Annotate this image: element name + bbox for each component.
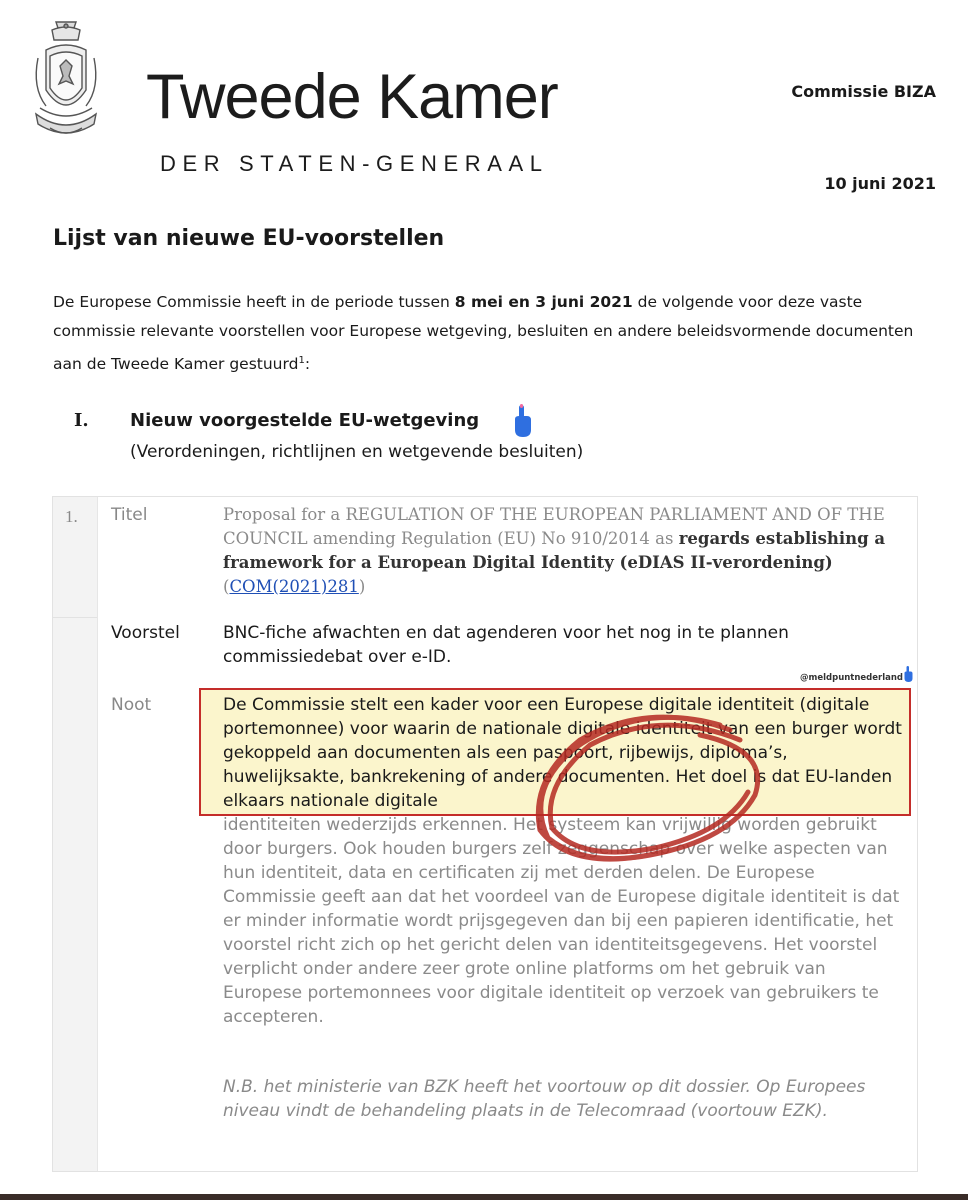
titel-plain-text: Proposal for a REGULATION OF THE EUROPEAN PARLIAMENT AND OF THE COUNCIL amending Regulation (EU) No 910/2014 as	[223, 505, 885, 548]
item-number: 1.	[65, 507, 78, 526]
noot-body-text: identiteiten wederzijds erkennen. Het systeem kan vrijwillig worden gebruikt door burgers. Ook houden burgers zelf zeggenschap over welke aspecten van hun identiteit, data en certificaten zij met derden delen. De Europese Commissie geeft aan dat het voordeel van de Europese digitale identiteit is dat er minder informatie wordt prijsgegeven dan bij een papieren identificatie, het voorstel richt zich op het gericht delen van identiteitsgegevens. Het voorstel verplicht onder andere zeer grote online platforms om het gebruik van Europese portemonnees voor digitale identiteit op verzoek van gebruikers te accepteren.	[223, 815, 900, 1027]
titel-value	[223, 503, 903, 599]
document-title: Lijst van nieuwe EU-voorstellen	[53, 226, 445, 251]
row-divider	[53, 617, 97, 618]
intro-text-1: De Europese Commissie heeft in de periode tussen	[53, 293, 455, 311]
noot-footnote-text: N.B. het ministerie van BZK heeft het voortouw op dit dossier. Op Europees niveau vindt de behandeling plaats in de Telecomraad (voortouw EZK).	[223, 1077, 866, 1121]
section-number: I.	[74, 410, 89, 431]
document-date: 10 juni 2021	[824, 174, 936, 193]
intro-end: :	[304, 355, 311, 374]
titel-bold-text: regards establishing a framework for a European Digital Identity (eDIAS II-verordening)	[223, 529, 886, 572]
section-heading: Nieuw voorgestelde EU-wetgeving	[130, 410, 480, 431]
link-close-paren: )	[358, 577, 366, 596]
link-open-paren: (	[223, 577, 230, 596]
crest-icon	[30, 18, 102, 146]
red-scribble-circle	[480, 700, 780, 870]
pointing-hand-icon	[512, 404, 532, 438]
committee-label: Commissie BIZA	[791, 82, 936, 101]
bottom-border	[0, 1194, 968, 1200]
section-subheading: (Verordeningen, richtlijnen en wetgevende besluiten)	[130, 442, 584, 462]
number-column	[53, 497, 98, 1171]
titel-label: Titel	[111, 505, 148, 525]
brand-title: Tweede Kamer	[146, 62, 558, 132]
intro-period: 8 mei en 3 juni 2021	[454, 293, 633, 311]
pointing-hand-icon	[903, 665, 913, 683]
voorstel-value: BNC-fiche afwachten en dat agenderen voor het nog in te plannen commissiedebat over e-ID.	[223, 623, 789, 667]
watermark-handle: @meldpuntnederland	[799, 673, 903, 683]
noot-highlighted-text: De Commissie stelt een kader voor een Europese digitale identiteit (digitale portemonnee) voor waarin de nationale digitale identiteit van een burger wordt gekoppeld aan documenten als een paspoort, rijbewijs, diploma’s, huwelijksakte, bankrekening of andere documenten. Het doel is dat EU-landen elkaars nationale digitale	[223, 695, 902, 811]
voorstel-label: Voorstel	[111, 623, 180, 643]
noot-label: Noot	[111, 695, 152, 715]
intro-text-2: de volgende voor deze vaste commissie relevante voorstellen voor Europese wetgeving, besluiten en andere beleidsvormende documenten aan de Tweede Kamer gestuurd	[53, 293, 914, 374]
footnote-marker[interactable]: 1	[298, 355, 305, 366]
com-document-link[interactable]: COM(2021)281	[229, 577, 359, 596]
brand-subtitle: DER STATEN-GENERAAL	[160, 151, 549, 176]
intro-paragraph	[53, 288, 923, 379]
